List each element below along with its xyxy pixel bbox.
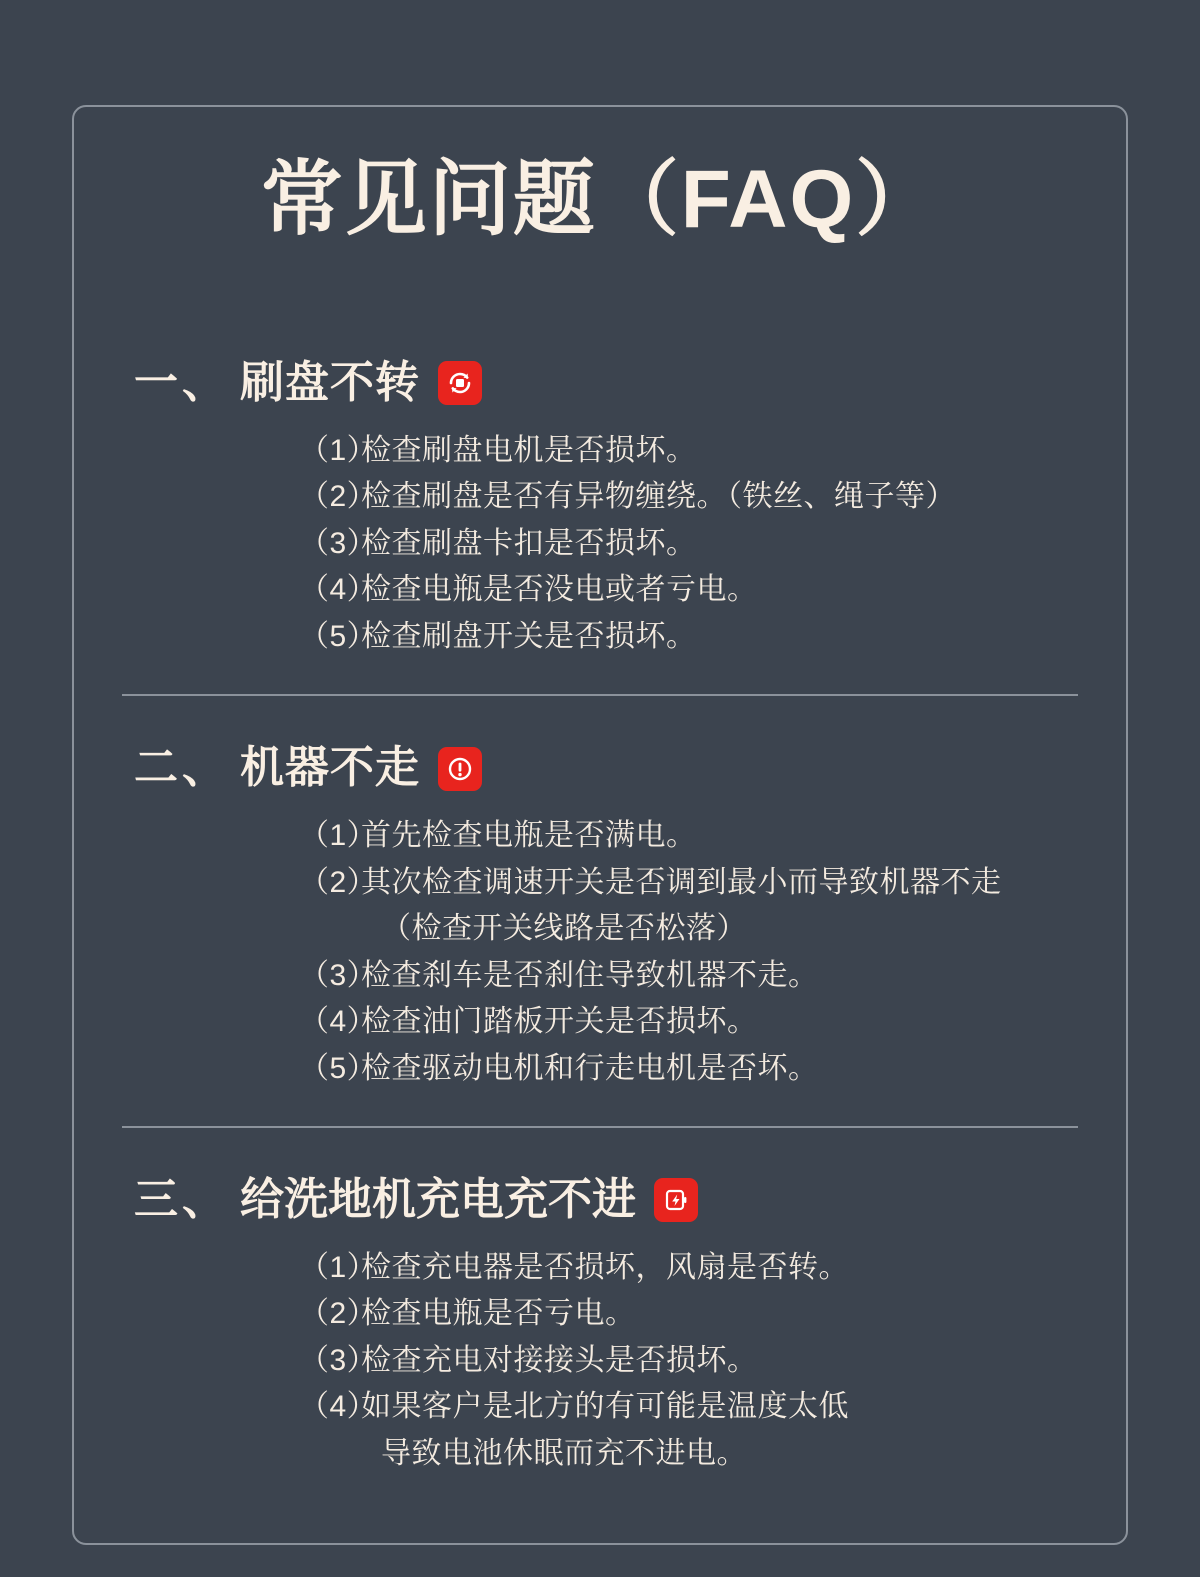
item-marker: （1）	[299, 433, 378, 467]
item-marker: （5）	[299, 619, 378, 653]
list-item	[299, 521, 1081, 568]
section-1-heading	[134, 357, 1081, 410]
item-marker: （2）	[299, 865, 378, 899]
item-marker: （3）	[299, 958, 378, 992]
item-text: 检查电瓶是否亏电。	[361, 1297, 636, 1331]
faq-section-1	[74, 357, 1126, 660]
faq-sections	[74, 357, 1126, 1477]
item-text: 检查电瓶是否没电或者亏电。	[361, 573, 758, 607]
section-2-number: 二、	[134, 743, 230, 793]
charging-bolt-icon	[654, 1178, 698, 1222]
item-text: 检查刷盘电机是否损坏。	[361, 433, 697, 467]
item-text-line1: 其次检查调速开关是否调到最小而导致机器不走	[361, 865, 1002, 899]
section-1-number: 一、	[134, 358, 230, 407]
item-text: 检查刷盘开关是否损坏。	[361, 619, 697, 653]
item-text: 检查刷盘是否有异物缠绕。（铁丝、绳子等）	[361, 480, 956, 514]
item-text	[361, 1384, 1081, 1477]
list-item	[299, 428, 1081, 475]
list-item	[299, 474, 1081, 521]
page-title: 常见问题（FAQ）	[260, 154, 940, 245]
item-text: 首先检查电瓶是否满电。	[361, 819, 697, 853]
item-text-line2: 导致电池休眠而充不进电。	[381, 1436, 747, 1470]
section-2-items	[134, 813, 1081, 1092]
item-marker: （2）	[299, 480, 378, 514]
section-3-items	[134, 1245, 1081, 1478]
list-item	[299, 1046, 1081, 1093]
list-item	[299, 999, 1081, 1046]
item-text: 检查充电器是否损坏，风扇是否转。	[361, 1250, 849, 1284]
section-2-heading	[134, 742, 1081, 795]
item-marker: （1）	[299, 1250, 378, 1284]
refresh-square-icon	[438, 361, 482, 405]
list-item	[299, 953, 1081, 1000]
section-2-title: 机器不走	[240, 743, 420, 793]
item-marker: （4）	[299, 1005, 378, 1039]
list-item	[299, 1245, 1081, 1292]
warning-exclamation-icon	[438, 747, 482, 791]
item-text: 检查驱动电机和行走电机是否坏。	[361, 1051, 819, 1085]
section-1-items	[134, 428, 1081, 661]
page-frame	[72, 105, 1128, 1545]
list-item	[299, 860, 1081, 953]
list-item	[299, 1384, 1081, 1477]
item-text-line2: （检查开关线路是否松落）	[381, 912, 747, 946]
faq-section-3	[74, 1174, 1126, 1477]
section-3-number: 三、	[134, 1175, 230, 1225]
list-item	[299, 1291, 1081, 1338]
section-3-heading	[134, 1174, 1081, 1227]
list-item	[299, 614, 1081, 661]
item-text	[361, 860, 1081, 953]
item-text: 检查充电对接接头是否损坏。	[361, 1343, 758, 1377]
item-marker: （4）	[299, 573, 378, 607]
item-text: 检查油门踏板开关是否损坏。	[361, 1005, 758, 1039]
list-item	[299, 813, 1081, 860]
item-marker: （2）	[299, 1297, 378, 1331]
item-marker: （3）	[299, 1343, 378, 1377]
section-1-title: 刷盘不转	[240, 358, 420, 407]
item-text-line1: 如果客户是北方的有可能是温度太低	[361, 1390, 849, 1424]
list-item	[299, 1338, 1081, 1385]
item-text: 检查刷盘卡扣是否损坏。	[361, 526, 697, 560]
faq-section-2	[74, 742, 1126, 1092]
spacer	[74, 696, 1126, 742]
item-text: 检查刹车是否刹住导致机器不走。	[361, 958, 819, 992]
list-item	[299, 567, 1081, 614]
section-3-title: 给洗地机充电充不进	[240, 1175, 636, 1225]
item-marker: （4）	[299, 1390, 378, 1424]
item-marker: （3）	[299, 526, 378, 560]
item-marker: （1）	[299, 819, 378, 853]
spacer	[74, 1128, 1126, 1174]
item-marker: （5）	[299, 1051, 378, 1085]
